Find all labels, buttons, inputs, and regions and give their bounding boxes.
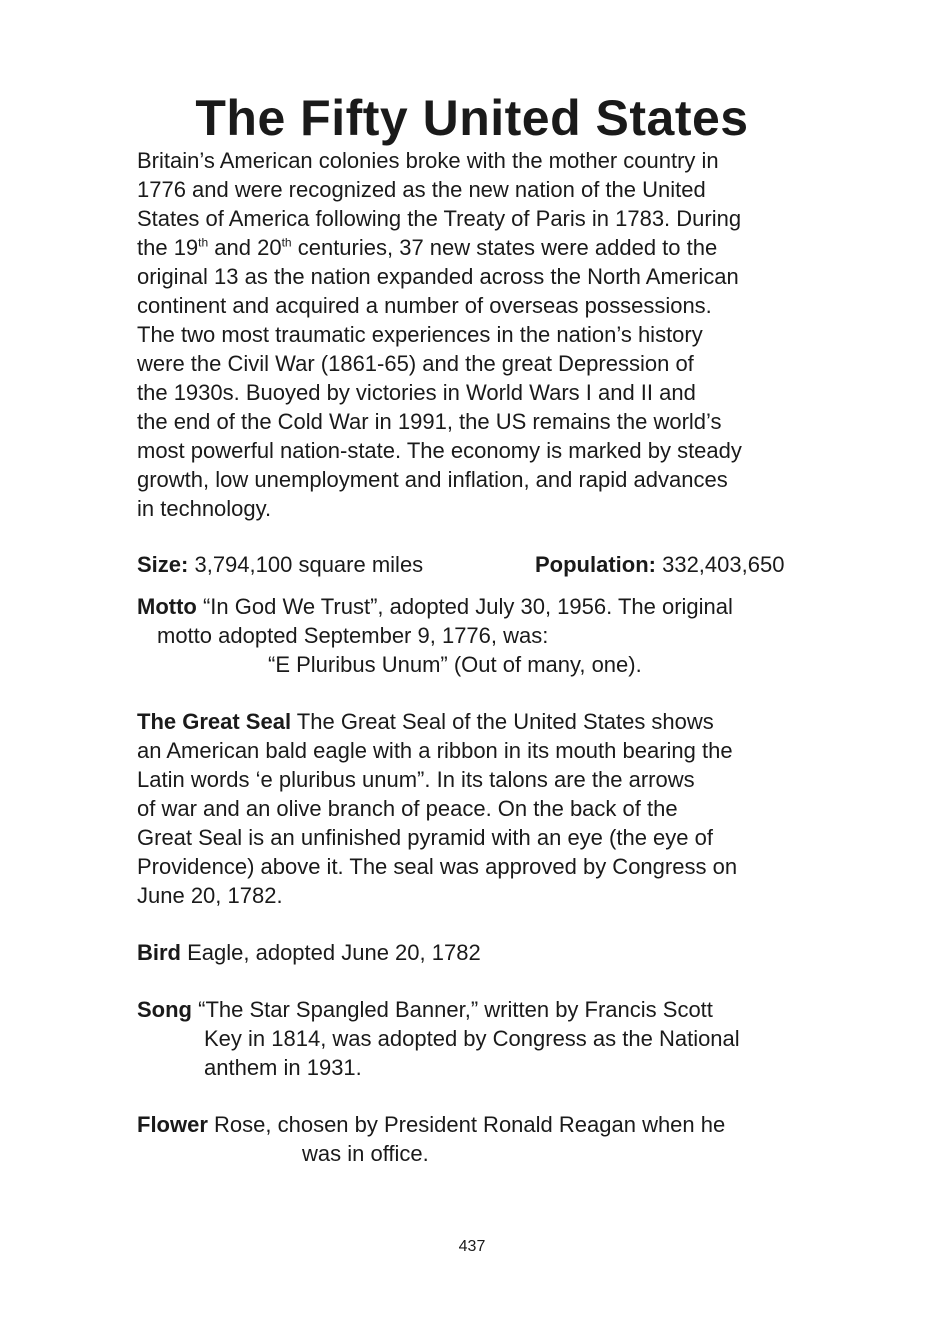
song-label: Song [137, 997, 192, 1022]
seal-line: of war and an olive branch of peace. On the back of the [137, 796, 678, 821]
size-value: 3,794,100 square miles [188, 552, 424, 577]
intro-text: and 20 [208, 235, 282, 260]
seal-line: Providence) above it. The seal was approved by Congress on [137, 854, 738, 879]
seal-line: Great Seal is an unfinished pyramid with an eye (the eye of [137, 825, 713, 850]
flower-label: Flower [137, 1112, 208, 1137]
intro-line: were the Civil War (1861-65) and the great Depression of [137, 351, 694, 376]
bird-section [137, 938, 827, 967]
intro-line: the end of the Cold War in 1991, the US remains the world’s [137, 409, 722, 434]
page-number: 437 [458, 1238, 486, 1255]
intro-text: the 19 [137, 235, 199, 260]
size-fact [137, 552, 423, 577]
flower-text: Rose, chosen by President Ronald Reagan when he [207, 1112, 726, 1137]
intro-line: the 1930s. Buoyed by victories in World Wars I and II and [137, 380, 696, 405]
intro-line: growth, low unemployment and inflation, and rapid advances [137, 467, 728, 492]
size-label: Size: [137, 552, 189, 577]
motto-line: motto adopted September 9, 1776, was: [157, 623, 549, 648]
intro-paragraph [137, 146, 817, 523]
song-line: Key in 1814, was adopted by Congress as the National [204, 1026, 740, 1051]
intro-line: 1776 and were recognized as the new nation of the United [137, 177, 706, 202]
intro-text: centuries, 37 new states were added to the [291, 235, 718, 260]
flower-line: was in office. [302, 1141, 429, 1166]
intro-line: original 13 as the nation expanded across the North American [137, 264, 739, 289]
population-label: Population: [535, 552, 656, 577]
superscript: th [198, 235, 209, 250]
seal-text: The Great Seal of the United States shows [291, 709, 714, 734]
song-line: anthem in 1931. [204, 1055, 362, 1080]
seal-label: The Great Seal [137, 709, 292, 734]
seal-line: Latin words ‘e pluribus unum”. In its talons are the arrows [137, 767, 695, 792]
seal-line: an American bald eagle with a ribbon in its mouth bearing the [137, 738, 733, 763]
bird-line [137, 938, 827, 967]
great-seal-section [137, 707, 827, 910]
intro-line: most powerful nation-state. The economy is marked by steady [137, 438, 742, 463]
population-fact [535, 550, 784, 579]
seal-line [137, 707, 827, 736]
bird-value: Eagle, adopted June 20, 1782 [181, 940, 481, 965]
page-title: The Fifty United States [195, 90, 749, 146]
song-line [137, 995, 827, 1024]
flower-line [137, 1110, 827, 1139]
intro-line: continent and acquired a number of overseas possessions. [137, 293, 712, 318]
intro-line: The two most traumatic experiences in the nation’s history [137, 322, 703, 347]
intro-line [137, 233, 817, 262]
song-text: “The Star Spangled Banner,” written by Francis Scott [192, 997, 713, 1022]
intro-line: in technology. [137, 496, 272, 521]
motto-label: Motto [137, 594, 197, 619]
motto-text: “In God We Trust”, adopted July 30, 1956. The original [196, 594, 733, 619]
motto-line [137, 592, 827, 621]
size-population-row [137, 550, 837, 579]
superscript: th [281, 235, 292, 250]
song-section [137, 995, 827, 1082]
bird-label: Bird [137, 940, 181, 965]
flower-section [137, 1110, 827, 1168]
intro-line: Britain’s American colonies broke with the mother country in [137, 148, 719, 173]
intro-line: States of America following the Treaty of Paris in 1783. During [137, 206, 742, 231]
seal-line: June 20, 1782. [137, 883, 283, 908]
motto-section [137, 592, 827, 679]
motto-line: “E Pluribus Unum” (Out of many, one). [268, 652, 642, 677]
population-value: 332,403,650 [655, 552, 785, 577]
